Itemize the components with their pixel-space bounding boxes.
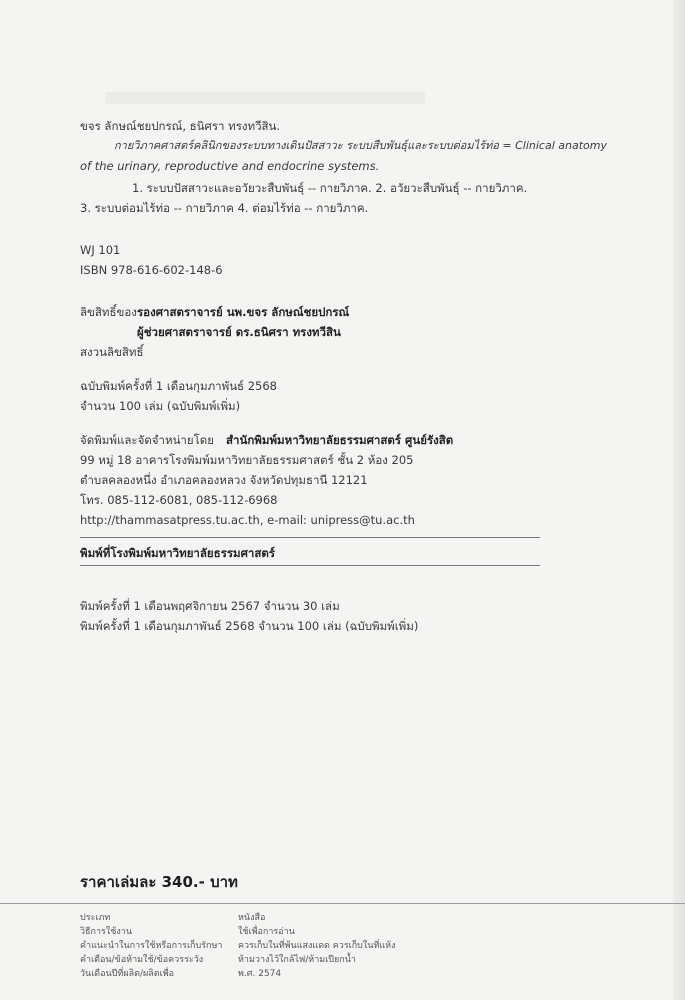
cip-title-line1: กายวิภาคศาสตร์คลินิกของระบบทางเดินปัสสาวะ ระบบสืบพันธุ์และระบบต่อมไร้ท่อ = Clinical anatomy [114, 139, 607, 152]
copyright-holder-2: ผู้ช่วยศาสตราจารย์ ดร.ธนิศรา ทรงทวีสิน [137, 325, 341, 339]
footer-left-3: คำแนะนำในการใช้หรือการเก็บรักษา [80, 941, 223, 951]
page-edge-shadow [673, 0, 685, 1000]
footer-right-5: พ.ศ. 2574 [238, 969, 282, 979]
publisher-web-email: http://thammasatpress.tu.ac.th, e-mail: unipress@tu.ac.th [80, 513, 415, 527]
copyright-label: ลิขสิทธิ์ของ [80, 305, 137, 319]
footer-right-1: หนังสือ [238, 913, 266, 923]
publisher-label: จัดพิมพ์และจัดจำหน่ายโดย [80, 433, 215, 447]
footer-right-3: ควรเก็บในที่พ้นแสงแดด ควรเก็บในที่แห้ง [238, 941, 396, 951]
cip-subjects-line2: 3. ระบบต่อมไร้ท่อ -- กายวิภาค 4. ต่อมไร้ท่อ -- กายวิภาค. [80, 201, 369, 215]
publisher-address-1: 99 หมู่ 18 อาคารโรงพิมพ์มหาวิทยาลัยธรรมศาสตร์ ชั้น 2 ห้อง 205 [80, 453, 414, 467]
price: ราคาเล่มละ 340.- บาท [80, 873, 238, 891]
print-history-2: พิมพ์ครั้งที่ 1 เดือนกุมภาพันธ์ 2568 จำนวน 100 เล่ม (ฉบับพิมพ์เพิ่ม) [80, 619, 419, 633]
footer-left-4: คำเตือน/ข้อห้ามใช้/ข้อควรระวัง [80, 955, 204, 965]
isbn: ISBN 978-616-602-148-6 [80, 263, 223, 277]
print-history-1: พิมพ์ครั้งที่ 1 เดือนพฤศจิกายน 2567 จำนวน 30 เล่ม [80, 599, 340, 613]
footer-left-1: ประเภท [80, 913, 111, 923]
footer-left-5: วันเดือนปีที่ผลิต/ผลิตเพื่อ [80, 969, 175, 979]
divider-top [80, 537, 540, 538]
publisher-name: สำนักพิมพ์มหาวิทยาลัยธรรมศาสตร์ ศูนย์รังสิต [226, 433, 454, 447]
cip-author: ขจร ลักษณ์ชยปกรณ์, ธนิศรา ทรงทวีสิน. [80, 119, 281, 133]
footer-divider [0, 903, 685, 904]
edition-line-1: ฉบับพิมพ์ครั้งที่ 1 เดือนกุมภาพันธ์ 2568 [80, 379, 277, 393]
rights-reserved: สงวนลิขสิทธิ์ [80, 345, 144, 359]
cip-subjects-line1: 1. ระบบปัสสาวะและอวัยวะสืบพันธุ์ -- กายวิภาค. 2. อวัยวะสืบพันธุ์ -- กายวิภาค. [132, 181, 528, 195]
footer-right-2: ใช้เพื่อการอ่าน [238, 927, 295, 937]
cip-title-line2: of the urinary, reproductive and endocrine systems. [80, 159, 380, 173]
footer-left-2: วิธีการใช้งาน [80, 927, 132, 937]
call-number: WJ 101 [80, 243, 121, 257]
footer-right-4: ห้ามวางไว้ใกล้ไฟ/ห้ามเปียกน้ำ [238, 955, 356, 965]
copyright-holder-1: รองศาสตราจารย์ นพ.ขจร ลักษณ์ชยปกรณ์ [137, 305, 350, 319]
edition-line-2: จำนวน 100 เล่ม (ฉบับพิมพ์เพิ่ม) [80, 399, 241, 413]
printer-label: พิมพ์ที่โรงพิมพ์มหาวิทยาลัยธรรมศาสตร์ [80, 546, 276, 560]
publisher-phone: โทร. 085-112-6081, 085-112-6968 [80, 493, 278, 507]
publisher-address-2: ตำบลคลองหนึ่ง อำเภอคลองหลวง จังหวัดปทุมธานี 12121 [80, 473, 368, 487]
divider-bottom [80, 565, 540, 566]
faint-show-through [105, 92, 425, 104]
